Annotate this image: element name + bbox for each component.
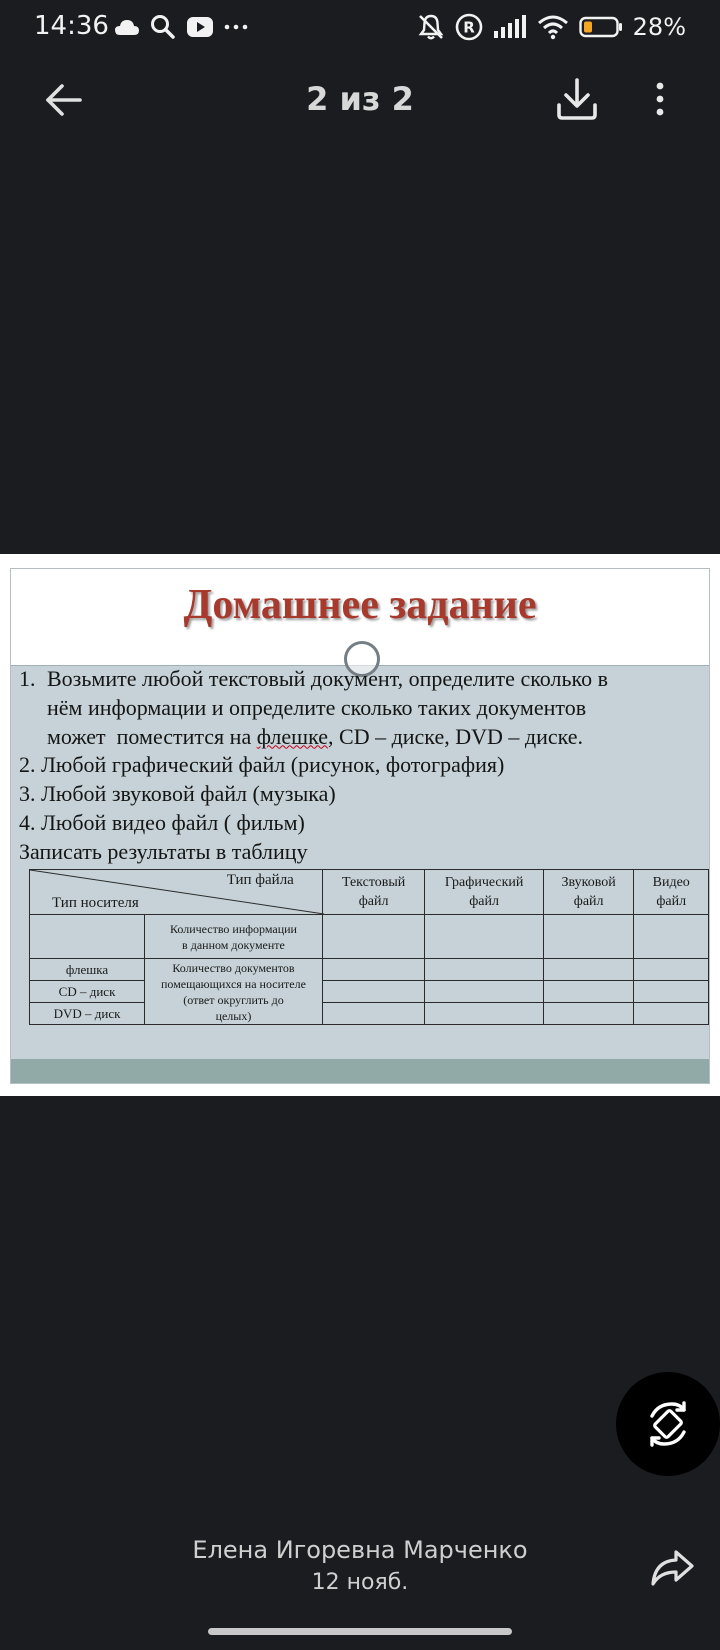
task-item [19, 751, 709, 780]
youtube-icon [186, 16, 214, 38]
table-cell [634, 981, 709, 1003]
task-list [19, 665, 709, 867]
status-bar [0, 0, 720, 54]
download-icon [555, 77, 599, 121]
system-icons [417, 12, 686, 42]
column-header: Звуковой файл [543, 870, 634, 915]
task-line: нём информации и определите сколько таких документов [47, 694, 587, 720]
back-button[interactable] [40, 80, 88, 120]
page-counter: 2 из 2 [306, 80, 414, 118]
slide [10, 568, 710, 1084]
table-cell [322, 959, 425, 981]
task-line-part: может поместится на [47, 723, 257, 749]
carrier-label: DVD – диск [30, 1003, 145, 1025]
table-cell [543, 959, 634, 981]
slide-footer-band [11, 1059, 709, 1083]
registered-icon [455, 13, 483, 41]
table-cell [634, 1003, 709, 1025]
screen-rotation-icon [646, 1400, 690, 1448]
table-corner-cell [30, 870, 323, 915]
bell-off-icon [417, 13, 445, 41]
notification-icons [114, 12, 248, 42]
task-number: 4. [19, 809, 36, 835]
carrier-label: флешка [30, 959, 145, 981]
gesture-nav-handle[interactable] [208, 1628, 512, 1635]
table-cell [322, 981, 425, 1003]
table-cell [30, 915, 145, 959]
corner-bottom-label: Тип носителя [52, 895, 139, 911]
carrier-label: CD – диск [30, 981, 145, 1003]
table-cell [634, 959, 709, 981]
sender-name: Елена Игоревна Марченко [192, 1536, 528, 1564]
table-cell [425, 959, 544, 981]
more-options-button[interactable] [640, 74, 680, 124]
sent-date: 12 нояб. [311, 1570, 409, 1595]
task-text [47, 665, 709, 751]
docs-count-label: Количество документов помещающихся на носителе (ответ округлить до целых) [145, 959, 323, 1025]
share-button[interactable] [648, 1546, 696, 1590]
table-cell [634, 915, 709, 959]
task-text: Любой звуковой файл (музыка) [41, 781, 336, 807]
task-text: Любой графический файл (рисунок, фотография) [41, 752, 505, 778]
task-number: 1. [19, 666, 36, 691]
table-cell [322, 915, 425, 959]
signal-icon [493, 15, 527, 39]
task-number: 2. [19, 752, 36, 778]
table-cell [425, 1003, 544, 1025]
table-cell [425, 981, 544, 1003]
table-cell [543, 1003, 634, 1025]
table-cell [543, 981, 634, 1003]
task-item [19, 809, 709, 838]
task-item [19, 780, 709, 809]
battery-icon [579, 16, 623, 38]
status-time: 14:36 [34, 11, 109, 41]
instruction: Записать результаты в таблицу [19, 838, 308, 864]
task-line-part: , CD – диске, DVD – диске. [328, 723, 584, 749]
search-icon [150, 14, 176, 40]
document-page[interactable] [0, 554, 720, 1096]
more-notifications-icon [224, 22, 248, 32]
share-icon [650, 1549, 694, 1587]
task-line-part: флешке [256, 723, 329, 749]
viewer-toolbar [0, 60, 720, 140]
result-table [29, 869, 709, 1025]
column-header: Графический файл [425, 870, 544, 915]
arrow-left-icon [44, 83, 84, 117]
task-number: 3. [19, 781, 36, 807]
table-cell [543, 915, 634, 959]
task-line: Возьмите любой текстовый документ, определите сколько в [47, 666, 608, 691]
column-header: Видео файл [634, 870, 709, 915]
column-header: Текстовый файл [322, 870, 425, 915]
svg-text:R: R [462, 18, 475, 37]
more-vertical-icon [655, 82, 665, 116]
wifi-icon [537, 14, 569, 40]
download-button[interactable] [552, 74, 602, 124]
task-item [19, 665, 709, 751]
corner-top-label: Тип файла [226, 872, 294, 888]
table-cell [425, 915, 544, 959]
slide-title: Домашнее задание [183, 582, 537, 628]
table-cell [322, 1003, 425, 1025]
cloud-icon [114, 18, 140, 36]
rotate-screen-button[interactable] [616, 1372, 720, 1476]
battery-percentage: 28% [632, 13, 686, 41]
info-amount-label: Количество информации в данном документе [145, 915, 323, 959]
task-text: Любой видео файл ( фильм) [41, 809, 305, 835]
